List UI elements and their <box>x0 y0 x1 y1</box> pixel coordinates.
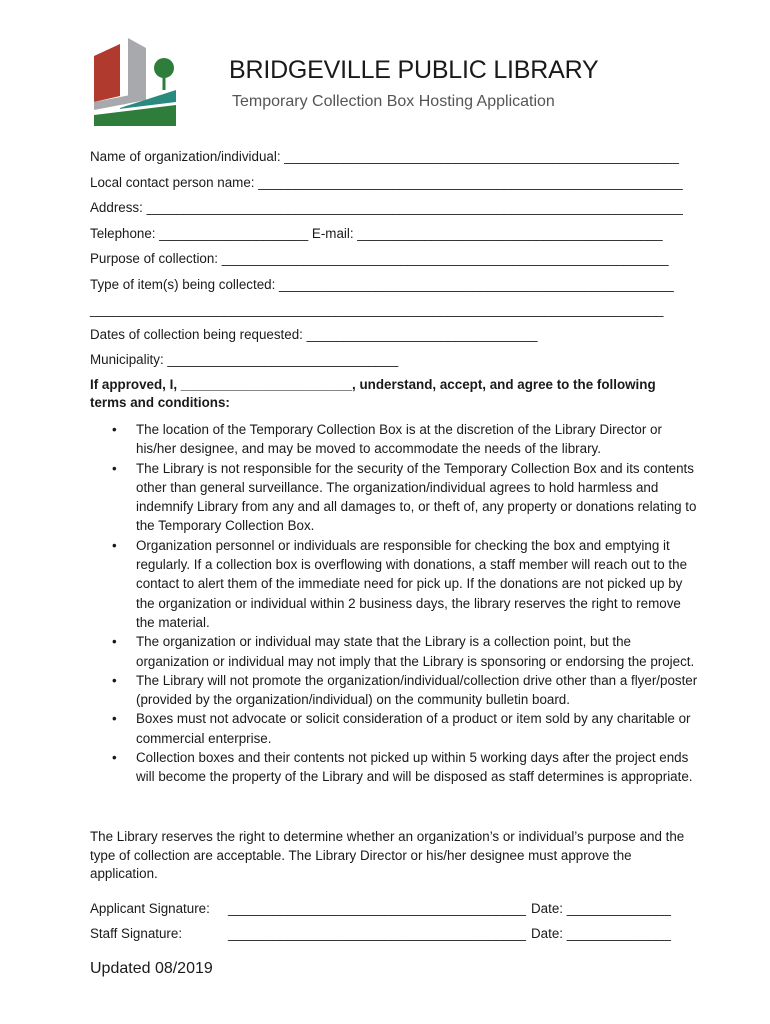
bullet-icon: • <box>112 422 117 437</box>
field-telephone-email[interactable]: Telephone: ____________________ E-mail: _________________________________________ <box>90 226 663 241</box>
field-municipality[interactable]: Municipality: _______________________________ <box>90 352 399 367</box>
staff-signature-line[interactable]: ________________________________________ <box>228 926 526 941</box>
page-subtitle: Temporary Collection Box Hosting Application <box>232 93 555 110</box>
list-item <box>90 748 700 787</box>
terms-list <box>90 420 700 787</box>
term-text: The location of the Temporary Collection Box is at the discretion of the Library Director or his/her designee, and may be moved to accommodate the needs of the library. <box>136 422 662 457</box>
applicant-signature-label: Applicant Signature: <box>90 901 210 916</box>
agreement-terms-heading: terms and conditions: <box>90 395 230 410</box>
field-organization-name[interactable]: Name of organization/individual: _____________________________________________________ <box>90 149 679 164</box>
bullet-icon: • <box>112 537 117 553</box>
list-item <box>90 632 700 671</box>
bullet-icon: • <box>112 634 117 650</box>
applicant-signature-line[interactable]: ________________________________________ <box>228 901 526 916</box>
list-item <box>90 420 700 459</box>
bullet-icon: • <box>112 750 117 766</box>
library-logo <box>90 38 180 128</box>
staff-signature-label: Staff Signature: <box>90 926 183 941</box>
closing-paragraph: The Library reserves the right to determine whether an organization’s or individual’s purpose and the type of collection are acceptable. The Library Director or his/her designee must approve the application. <box>90 829 685 881</box>
logo-tree-trunk <box>163 76 166 90</box>
field-collection-dates[interactable]: Dates of collection being requested: _______________________________ <box>90 327 538 342</box>
list-item <box>90 536 700 632</box>
list-item <box>90 709 700 748</box>
term-text: Boxes must not advocate or solicit consideration of a product or item sold by any charitable or commercial enterprise. <box>136 711 691 746</box>
applicant-date-field[interactable]: Date: ______________ <box>531 901 671 916</box>
term-text: Organization personnel or individuals are responsible for checking the box and emptying it regularly. If a collection box is overflowing with donations, a staff member will reach out to the contact to alert them of the immediate need for pick up. If the donations are not picked up by the organization or individual within 2 business days, the library reserves the right to remove the material. <box>136 537 688 630</box>
term-text: Collection boxes and their contents not picked up within 5 working days after the project ends will become the property of the Library and will be disposed as staff determines is appropriate. <box>136 750 693 785</box>
list-item <box>90 671 700 710</box>
term-text: The organization or individual may state that the Library is a collection point, but the organization or individual may not imply that the Library is sponsoring or endorsing the project. <box>136 634 695 669</box>
logo-gray-building <box>128 38 146 96</box>
agreement-statement: If approved, I, _______________________, understand, accept, and agree to the following <box>90 377 656 392</box>
updated-date: Updated 08/2019 <box>90 960 213 977</box>
logo-red-building <box>94 44 120 102</box>
page-title: BRIDGEVILLE PUBLIC LIBRARY <box>229 56 599 84</box>
bullet-icon: • <box>112 672 117 688</box>
term-text: The Library is not responsible for the security of the Temporary Collection Box and its contents other than general surveillance. The organization/individual agrees to hold harmless and indemnify Library from any and all damages to, or theft of, any property or donations relating to the Temporary Collection Box. <box>136 460 697 534</box>
staff-date-field[interactable]: Date: ______________ <box>531 926 671 941</box>
field-local-contact[interactable]: Local contact person name: _________________________________________________________ <box>90 175 683 190</box>
bullet-icon: • <box>112 460 117 476</box>
term-text: The Library will not promote the organization/individual/collection drive other than a flyer/poster (provided by the organization/individual) on the community bulletin board. <box>136 672 698 708</box>
list-item <box>90 459 700 536</box>
field-address[interactable]: Address: ________________________________________________________________________ <box>90 200 683 215</box>
logo-tree-crown <box>154 58 174 78</box>
field-item-types[interactable]: Type of item(s) being collected: _____________________________________________________ <box>90 277 674 292</box>
bullet-icon: • <box>112 711 117 727</box>
field-item-types-continued[interactable]: _____________________________________________________________________________ <box>90 302 664 317</box>
field-purpose[interactable]: Purpose of collection: ____________________________________________________________ <box>90 251 669 266</box>
